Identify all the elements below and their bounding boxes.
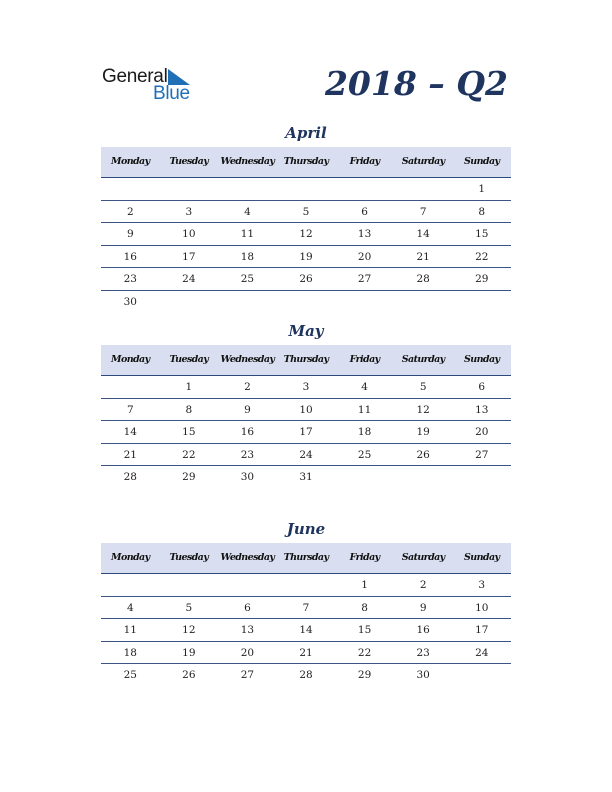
day-cell: 17 <box>299 426 313 438</box>
weekday-label: Thursday <box>283 354 329 365</box>
day-cell: 11 <box>357 403 372 416</box>
weekday-label: Monday <box>111 552 150 563</box>
day-cell <box>277 574 336 596</box>
page-title: 2018 – Q2 <box>324 64 508 103</box>
day-cell: 1 <box>185 381 193 393</box>
week-row <box>101 178 511 201</box>
day-cell: 9 <box>244 403 251 416</box>
week-row <box>101 466 511 489</box>
month-grid <box>101 376 511 489</box>
week-row <box>101 421 511 444</box>
day-cell <box>101 574 160 596</box>
logo-word-blue: Blue <box>153 83 190 104</box>
day-cell: 14 <box>123 426 137 438</box>
day-cell: 4 <box>361 381 368 393</box>
day-cell: 20 <box>240 646 255 659</box>
day-cell: 10 <box>475 601 489 614</box>
day-cell: 18 <box>240 250 255 263</box>
day-cell: 15 <box>475 228 489 240</box>
day-cell: 16 <box>240 426 255 438</box>
day-cell <box>335 466 394 489</box>
week-row <box>101 291 511 314</box>
day-cell <box>218 291 277 314</box>
day-cell: 24 <box>475 646 489 659</box>
day-cell: 8 <box>478 205 486 218</box>
month-april <box>101 121 511 313</box>
week-row <box>101 201 511 224</box>
weekday-label: Saturday <box>401 156 445 167</box>
day-cell: 2 <box>244 381 251 393</box>
day-cell: 13 <box>240 624 255 636</box>
day-cell: 30 <box>123 295 137 308</box>
weekday-label: Wednesday <box>220 354 275 365</box>
day-cell: 29 <box>475 273 489 285</box>
weekday-label: Friday <box>349 156 380 167</box>
day-cell: 15 <box>357 624 372 636</box>
weekday-header <box>101 543 511 574</box>
day-cell: 26 <box>299 273 313 285</box>
week-row <box>101 376 511 399</box>
day-cell: 25 <box>357 448 372 461</box>
day-cell: 6 <box>361 205 368 218</box>
month-grid <box>101 574 511 687</box>
month-title: April <box>285 124 327 142</box>
day-cell: 6 <box>244 601 251 614</box>
week-row <box>101 399 511 422</box>
day-cell: 23 <box>416 646 430 659</box>
day-cell: 31 <box>299 471 313 483</box>
day-cell: 10 <box>182 228 196 240</box>
day-cell: 3 <box>478 579 486 591</box>
day-cell <box>160 574 219 596</box>
day-cell: 24 <box>182 273 196 285</box>
week-row <box>101 268 511 291</box>
day-cell: 7 <box>302 601 310 614</box>
day-cell <box>335 291 394 314</box>
day-cell: 24 <box>299 448 313 461</box>
weekday-label: Tuesday <box>169 552 209 563</box>
day-cell <box>277 178 336 200</box>
week-row <box>101 246 511 269</box>
day-cell: 5 <box>302 205 310 218</box>
day-cell: 8 <box>185 403 193 416</box>
day-cell: 18 <box>357 426 372 438</box>
day-cell: 30 <box>416 669 430 681</box>
day-cell: 6 <box>478 381 486 393</box>
day-cell: 7 <box>419 205 427 218</box>
week-row <box>101 597 511 620</box>
day-cell <box>160 178 219 200</box>
day-cell: 16 <box>123 250 137 263</box>
weekday-label: Sunday <box>464 552 500 563</box>
weekday-label: Monday <box>111 156 150 167</box>
day-cell: 17 <box>475 624 489 636</box>
day-cell: 4 <box>244 205 251 218</box>
day-cell: 12 <box>299 228 313 240</box>
weekday-label: Thursday <box>283 156 329 167</box>
day-cell: 13 <box>357 228 372 240</box>
day-cell: 22 <box>475 250 489 263</box>
weekday-label: Sunday <box>464 156 500 167</box>
weekday-label: Wednesday <box>220 156 275 167</box>
day-cell: 7 <box>126 403 134 416</box>
day-cell: 12 <box>416 403 430 416</box>
day-cell: 8 <box>361 601 368 614</box>
day-cell: 21 <box>416 250 430 263</box>
weekday-label: Wednesday <box>220 552 275 563</box>
day-cell: 21 <box>299 646 313 659</box>
day-cell <box>218 574 277 596</box>
week-row <box>101 574 511 597</box>
day-cell: 14 <box>416 228 430 240</box>
day-cell: 19 <box>416 426 430 438</box>
day-cell: 5 <box>419 381 427 393</box>
day-cell <box>101 376 160 398</box>
month-title: June <box>286 520 326 538</box>
day-cell: 29 <box>357 669 372 681</box>
day-cell: 18 <box>123 646 137 659</box>
day-cell: 17 <box>182 250 196 263</box>
day-cell: 27 <box>357 273 372 285</box>
month-grid <box>101 178 511 313</box>
month-june <box>101 517 511 687</box>
day-cell <box>218 178 277 200</box>
day-cell: 12 <box>182 624 196 636</box>
day-cell: 29 <box>182 471 196 483</box>
day-cell <box>394 178 453 200</box>
weekday-label: Tuesday <box>169 156 209 167</box>
weekday-label: Monday <box>111 354 150 365</box>
logo <box>102 66 202 106</box>
weekday-header <box>101 147 511 178</box>
weekday-header <box>101 345 511 376</box>
day-cell <box>452 291 511 314</box>
day-cell: 28 <box>416 273 430 285</box>
week-row <box>101 642 511 665</box>
week-row <box>101 223 511 246</box>
logo-word-general: General <box>102 66 168 87</box>
weekday-label: Saturday <box>401 354 445 365</box>
day-cell: 22 <box>182 448 196 461</box>
day-cell: 13 <box>475 403 489 416</box>
day-cell: 23 <box>240 448 255 461</box>
day-cell: 26 <box>416 448 430 461</box>
day-cell: 4 <box>126 601 134 614</box>
day-cell: 5 <box>185 601 193 614</box>
day-cell <box>160 291 219 314</box>
day-cell: 23 <box>123 273 137 285</box>
day-cell <box>101 178 160 200</box>
day-cell: 16 <box>416 624 430 636</box>
day-cell: 21 <box>123 448 137 461</box>
day-cell: 19 <box>299 250 313 263</box>
day-cell: 27 <box>475 448 489 461</box>
day-cell: 28 <box>123 471 137 483</box>
day-cell: 9 <box>126 228 134 240</box>
day-cell <box>452 466 511 489</box>
week-row <box>101 619 511 642</box>
day-cell <box>452 664 511 687</box>
day-cell: 10 <box>299 403 313 416</box>
day-cell: 27 <box>240 669 255 681</box>
day-cell: 25 <box>123 669 137 681</box>
day-cell: 1 <box>361 579 368 591</box>
day-cell: 26 <box>182 669 196 681</box>
weekday-label: Tuesday <box>169 354 209 365</box>
weekday-label: Friday <box>349 552 380 563</box>
week-row <box>101 664 511 687</box>
day-cell: 20 <box>357 250 372 263</box>
month-title: May <box>288 322 324 340</box>
day-cell <box>394 466 453 489</box>
day-cell: 3 <box>302 381 310 393</box>
day-cell: 28 <box>299 669 313 681</box>
day-cell: 15 <box>182 426 196 438</box>
week-row <box>101 444 511 467</box>
day-cell: 30 <box>240 471 255 483</box>
day-cell: 14 <box>299 624 313 636</box>
day-cell: 20 <box>475 426 489 438</box>
weekday-label: Thursday <box>283 552 329 563</box>
day-cell <box>394 291 453 314</box>
weekday-label: Friday <box>349 354 380 365</box>
weekday-label: Saturday <box>401 552 445 563</box>
day-cell: 11 <box>240 228 255 240</box>
day-cell: 2 <box>419 579 427 591</box>
weekday-label: Sunday <box>464 354 500 365</box>
day-cell: 2 <box>126 205 134 218</box>
month-may <box>101 319 511 489</box>
day-cell: 1 <box>478 183 486 195</box>
day-cell: 19 <box>182 646 196 659</box>
day-cell <box>335 178 394 200</box>
day-cell: 25 <box>240 273 255 285</box>
day-cell <box>277 291 336 314</box>
day-cell: 11 <box>123 624 137 636</box>
day-cell: 9 <box>419 601 427 614</box>
day-cell: 3 <box>185 205 193 218</box>
day-cell: 22 <box>357 646 372 659</box>
